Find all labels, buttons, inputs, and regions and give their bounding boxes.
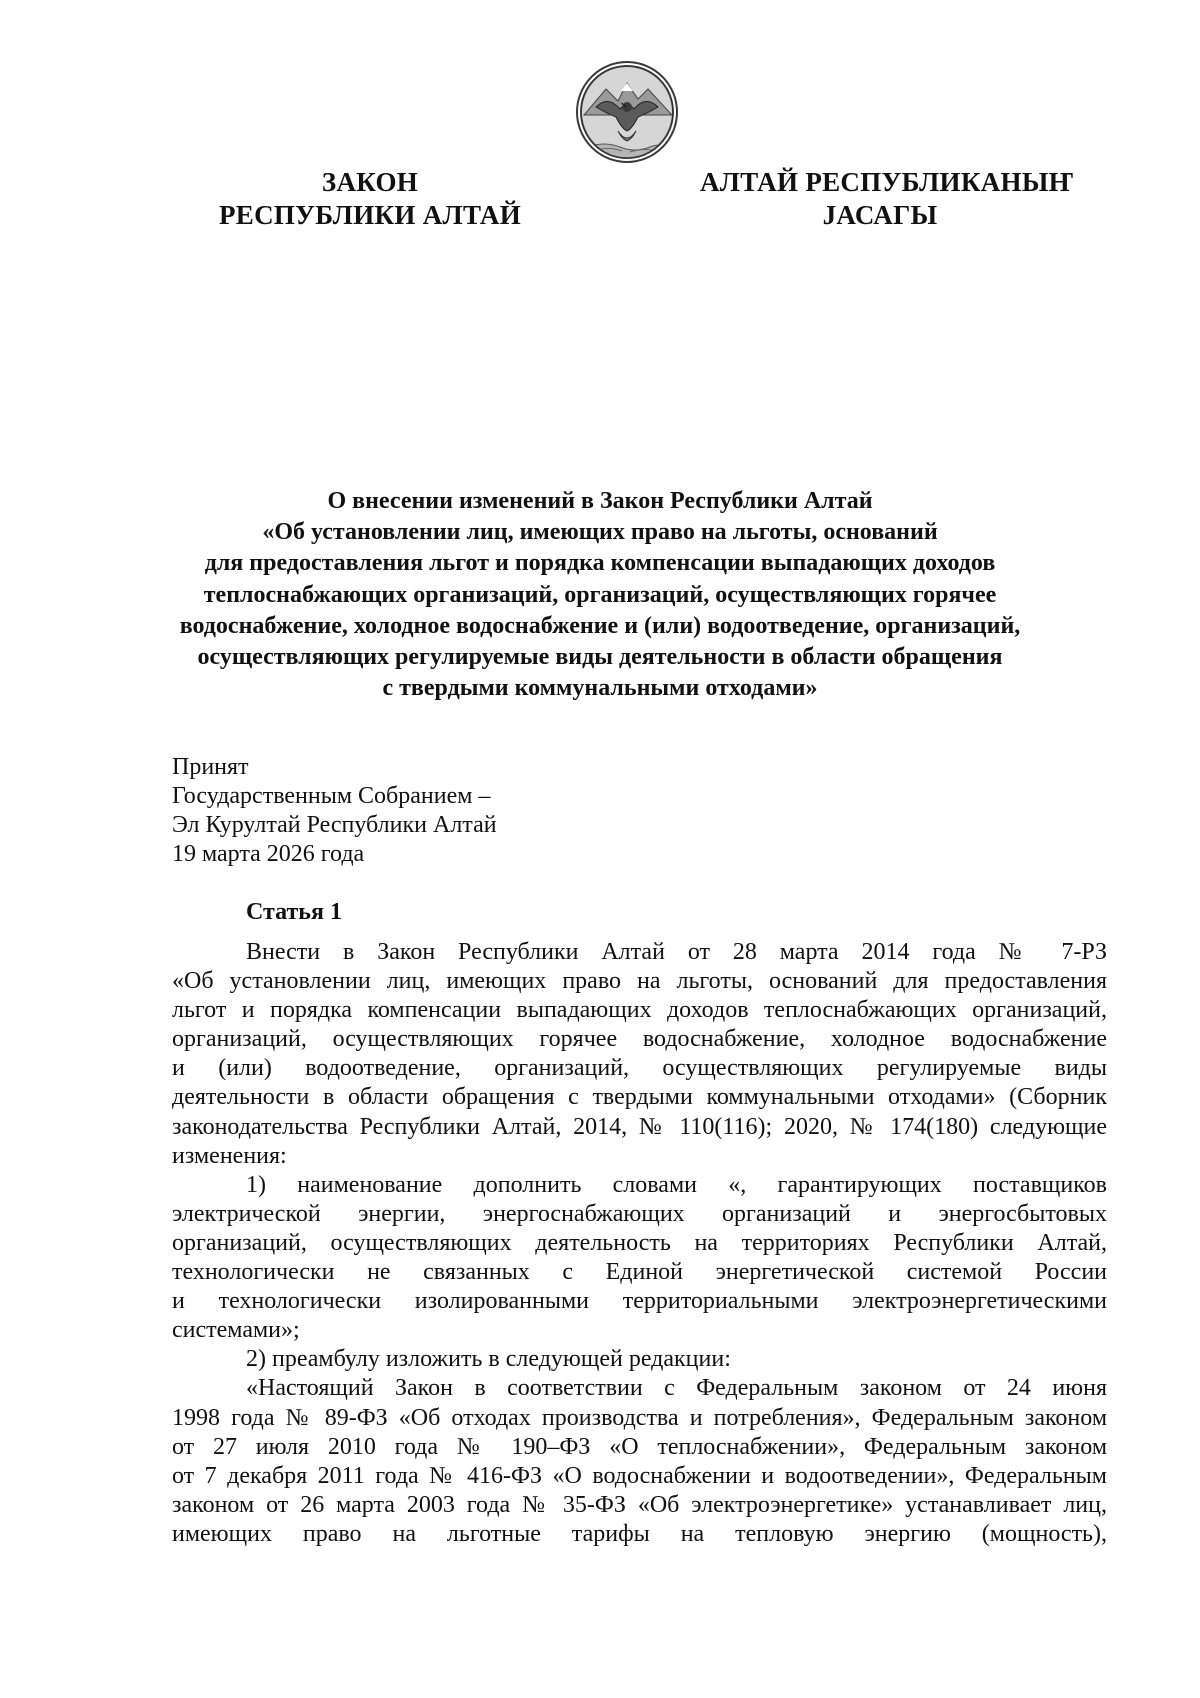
title-line: с твердыми коммунальными отходами» bbox=[382, 675, 818, 702]
adoption-line: Государственным Собранием – bbox=[172, 783, 491, 809]
title-line: О внесении изменений в Закон Республики Алтай bbox=[327, 488, 873, 514]
body-line: законодательства Республики Алтай, 2014, № 110(116); 2020, № 174(180) следующие bbox=[172, 1113, 1107, 1140]
header-left-line-1: ЗАКОН bbox=[321, 167, 419, 197]
body-line: от 7 декабря 2011 года № 416-ФЗ «О водоснабжении и водоотведении», Федеральным bbox=[172, 1462, 1107, 1489]
adoption-line: Принят bbox=[172, 754, 249, 780]
article-body bbox=[172, 938, 1107, 1549]
coat-of-arms-icon bbox=[574, 55, 680, 169]
body-line: «Настоящий Закон в соответствии с Федеральным законом от 24 июня bbox=[246, 1375, 1107, 1402]
body-line: и (или) водоотведение, организаций, осуществляющих регулируемые виды bbox=[172, 1055, 1107, 1082]
body-line: «Об установлении лиц, имеющих право на льготы, оснований для предоставления bbox=[172, 968, 1107, 995]
header-law-russian bbox=[200, 166, 540, 232]
adoption-line: Эл Курултай Республики Алтай bbox=[172, 812, 497, 838]
body-line: законом от 26 марта 2003 года № 35-ФЗ «Об электроэнергетике» устанавливает лиц, bbox=[172, 1491, 1107, 1518]
adoption-note bbox=[172, 753, 497, 869]
header-law-altai bbox=[700, 166, 1074, 232]
adoption-date: 19 марта 2026 года bbox=[172, 841, 365, 867]
body-line: технологически не связанных с Единой энергетической системой России bbox=[172, 1259, 1107, 1286]
title-line: водоснабжение, холодное водоснабжение и (или) водоотведение, организаций, bbox=[179, 612, 1021, 639]
document-title bbox=[150, 486, 1050, 704]
body-line: 1) наименование дополнить словами «, гарантирующих поставщиков bbox=[246, 1171, 1107, 1198]
body-line: организаций, осуществляющих горячее водоснабжение, холодное водоснабжение bbox=[172, 1026, 1107, 1053]
body-line: от 27 июля 2010 года № 190–ФЗ «О теплоснабжении», Федеральным законом bbox=[172, 1433, 1107, 1460]
body-line: льгот и порядка компенсации выпадающих доходов теплоснабжающих организаций, bbox=[172, 997, 1107, 1024]
title-line: для предоставления льгот и порядка компенсации выпадающих доходов bbox=[204, 550, 996, 577]
body-line: 2) преамбулу изложить в следующей редакции: bbox=[246, 1346, 731, 1373]
body-line: 1998 года № 89-ФЗ «Об отходах производства и потребления», Федеральным законом bbox=[172, 1404, 1107, 1431]
body-line: изменения: bbox=[172, 1142, 287, 1169]
header-right-line-1: АЛТАЙ РЕСПУБЛИКАНЫҤ bbox=[700, 167, 1074, 197]
body-line: имеющих право на льготные тарифы на тепловую энергию (мощность), bbox=[172, 1520, 1107, 1547]
body-line: системами»; bbox=[172, 1317, 300, 1344]
title-line: теплоснабжающих организаций, организаций, осуществляющих горячее bbox=[203, 581, 997, 608]
title-line: осуществляющих регулируемые виды деятельности в области обращения bbox=[197, 644, 1003, 671]
title-line: «Об установлении лиц, имеющих право на льготы, оснований bbox=[262, 519, 938, 546]
body-line: деятельности в области обращения с твердыми коммунальными отходами» (Сборник bbox=[172, 1084, 1107, 1111]
header-left-line-2: РЕСПУБЛИКИ АЛТАЙ bbox=[218, 200, 522, 230]
body-line: Внести в Закон Республики Алтай от 28 марта 2014 года № 7-РЗ bbox=[246, 939, 1107, 965]
body-line: организаций, осуществляющих деятельность на территориях Республики Алтай, bbox=[172, 1229, 1107, 1256]
article-heading: Статья 1 bbox=[246, 899, 342, 925]
header-right-line-2: ЈАСАГЫ bbox=[822, 200, 938, 230]
body-line: и технологически изолированными территориальными электроэнергетическими bbox=[172, 1288, 1107, 1315]
body-line: электрической энергии, энергоснабжающих организаций и энергосбытовых bbox=[172, 1200, 1107, 1227]
